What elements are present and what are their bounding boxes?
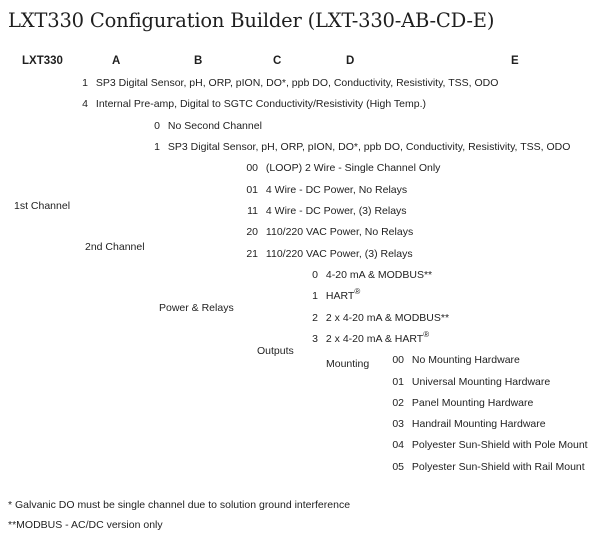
option-code: 1 [82, 77, 88, 89]
header-e: E [511, 55, 519, 67]
option-d-row [311, 329, 430, 346]
option-code: 1 [154, 141, 160, 153]
option-label: 4 Wire - DC Power, (3) Relays [265, 205, 407, 217]
option-code: 3 [312, 333, 318, 345]
option-e-row [391, 417, 546, 431]
group-label-second-channel: 2nd Channel [85, 241, 145, 253]
option-code: 20 [246, 226, 258, 238]
option-code: 02 [392, 397, 404, 409]
group-label-first-channel: 1st Channel [14, 200, 71, 212]
option-code: 0 [312, 269, 318, 281]
option-code: 01 [246, 184, 258, 196]
option-code: 2 [312, 312, 318, 324]
option-d-row [311, 268, 432, 282]
option-code: 00 [246, 162, 258, 174]
option-label: Panel Mounting Hardware [411, 397, 534, 409]
option-c-row [245, 225, 413, 239]
option-e-row [391, 396, 533, 410]
option-label: Polyester Sun-Shield with Pole Mount [411, 439, 588, 451]
option-a-row [80, 97, 426, 111]
option-code: 11 [247, 205, 258, 217]
option-e-row [391, 438, 588, 452]
option-label: 2 x 4-20 mA & HART [325, 333, 424, 345]
option-label: 4 Wire - DC Power, No Relays [265, 184, 408, 196]
option-code: 21 [246, 248, 258, 260]
header-a: A [112, 55, 121, 67]
option-label: 110/220 VAC Power, (3) Relays [265, 248, 413, 260]
group-label-power-relays: Power & Relays [159, 302, 234, 314]
option-label: Polyester Sun-Shield with Rail Mount [411, 461, 585, 473]
option-label: Internal Pre-amp, Digital to SGTC Conductivity/Resistivity (High Temp.) [95, 98, 427, 110]
option-c-row [245, 183, 407, 197]
group-label-outputs: Outputs [257, 345, 294, 357]
footnote-modbus: **MODBUS - AC/DC version only [8, 519, 163, 531]
option-b-row [152, 119, 262, 133]
group-label-mounting: Mounting [326, 358, 370, 370]
option-label: 2 x 4-20 mA & MODBUS** [325, 312, 450, 324]
option-c-row [245, 204, 407, 218]
option-label: SP3 Digital Sensor, pH, ORP, pION, DO*, ppb DO, Conductivity, Resistivity, TSS, ODO [95, 77, 499, 89]
option-label: 110/220 VAC Power, No Relays [265, 226, 414, 238]
option-c-row [245, 161, 440, 175]
option-d-row [311, 286, 361, 303]
option-label: No Mounting Hardware [411, 354, 520, 366]
option-code: 01 [392, 376, 404, 388]
option-code: 04 [392, 439, 404, 451]
option-label: 4-20 mA & MODBUS** [325, 269, 433, 281]
option-b-row [152, 140, 570, 154]
option-code: 4 [82, 98, 88, 110]
footnote-galvanic-do: * Galvanic DO must be single channel due to solution ground interference [8, 499, 351, 511]
option-code: 05 [392, 461, 404, 473]
option-code: 00 [392, 354, 404, 366]
option-code: 03 [392, 418, 404, 430]
header-d: D [346, 55, 355, 67]
header-b: B [194, 55, 203, 67]
option-c-row [245, 247, 413, 261]
option-label: (LOOP) 2 Wire - Single Channel Only [265, 162, 441, 174]
header-c: C [273, 55, 282, 67]
registered-mark: ® [354, 286, 361, 296]
option-label: HART [325, 290, 355, 302]
option-d-row [311, 311, 449, 325]
option-label: No Second Channel [167, 120, 262, 132]
option-e-row [391, 353, 520, 367]
header-model: LXT330 [22, 55, 63, 67]
option-label: SP3 Digital Sensor, pH, ORP, pION, DO*, ppb DO, Conductivity, Resistivity, TSS, ODO [167, 141, 571, 153]
option-code: 0 [154, 120, 160, 132]
page-title: LXT330 Configuration Builder (LXT-330-AB-CD-E) [8, 9, 495, 32]
option-e-row [391, 460, 585, 474]
option-e-row [391, 375, 550, 389]
registered-mark: ® [423, 329, 430, 339]
option-code: 1 [312, 290, 318, 302]
option-label: Universal Mounting Hardware [411, 376, 551, 388]
option-a-row [80, 76, 498, 90]
option-label: Handrail Mounting Hardware [411, 418, 546, 430]
